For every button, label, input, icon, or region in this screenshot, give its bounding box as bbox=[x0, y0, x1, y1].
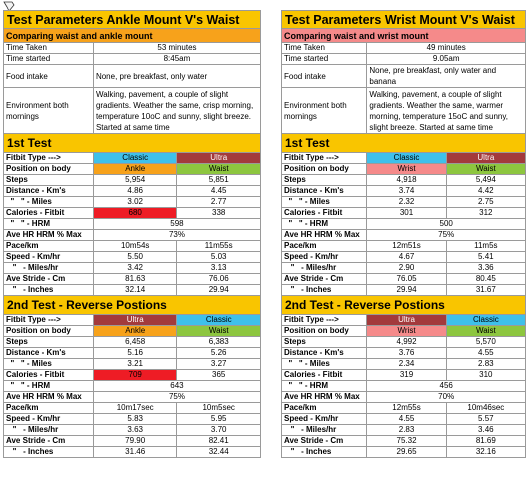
distance-km-a: 4.86 bbox=[94, 186, 178, 196]
row-label: Distance - Km's bbox=[282, 186, 367, 196]
ave-hr-row bbox=[4, 230, 261, 241]
position-b: Waist bbox=[177, 164, 261, 174]
calories-b: 365 bbox=[177, 370, 261, 380]
steps-row bbox=[282, 175, 526, 186]
row-label: Calories - Fitbit bbox=[282, 370, 367, 380]
time-started-row bbox=[282, 54, 526, 65]
row-label: " - Miles/hr bbox=[282, 425, 367, 435]
stride-inches-b: 31.67 bbox=[447, 285, 526, 295]
distance-miles-b: 3.27 bbox=[177, 359, 261, 369]
stride-inches-b: 29.94 bbox=[177, 285, 261, 295]
row-label: " " - Miles bbox=[282, 359, 367, 369]
speed-km-row bbox=[4, 252, 261, 263]
row-label: Speed - Km/hr bbox=[4, 414, 94, 424]
stride-inches-b: 32.44 bbox=[177, 447, 261, 457]
speed-km-b: 5.41 bbox=[447, 252, 526, 262]
row-label: " - Inches bbox=[282, 447, 367, 457]
position-row bbox=[282, 164, 526, 175]
hrm-row bbox=[4, 219, 261, 230]
time-taken-row bbox=[4, 43, 261, 54]
row-label: Pace/km bbox=[4, 241, 94, 251]
row-label: Position on body bbox=[282, 164, 367, 174]
position-b: Waist bbox=[447, 164, 526, 174]
food-intake-value: None, pre breakfast, only water and banana bbox=[367, 65, 526, 87]
speed-km-a: 4.67 bbox=[367, 252, 446, 262]
distance-km-b: 4.42 bbox=[447, 186, 526, 196]
speed-miles-row bbox=[4, 425, 261, 436]
position-a: Wrist bbox=[367, 326, 446, 336]
row-label: " " - Miles bbox=[282, 197, 367, 207]
stride-inches-row bbox=[4, 447, 261, 458]
row-label: Speed - Km/hr bbox=[282, 414, 367, 424]
ave-hr-value: 75% bbox=[367, 230, 526, 240]
panel-subtitle-text: Comparing waist and ankle mount bbox=[4, 29, 261, 42]
steps-a: 6,458 bbox=[94, 337, 178, 347]
speed-km-row bbox=[282, 252, 526, 263]
row-label: Distance - Km's bbox=[282, 348, 367, 358]
fitbit-type-b: Classic bbox=[177, 315, 261, 325]
hrm-value: 500 bbox=[367, 219, 526, 229]
fitbit-type-a: Ultra bbox=[367, 315, 446, 325]
row-label: " - Inches bbox=[4, 285, 94, 295]
distance-km-a: 3.76 bbox=[367, 348, 446, 358]
ave-hr-row bbox=[282, 392, 526, 403]
distance-km-a: 3.74 bbox=[367, 186, 446, 196]
speed-km-b: 5.95 bbox=[177, 414, 261, 424]
food-intake-row bbox=[4, 65, 261, 88]
distance-miles-a: 3.21 bbox=[94, 359, 178, 369]
row-label: " - Miles/hr bbox=[4, 263, 94, 273]
steps-b: 5,851 bbox=[177, 175, 261, 185]
test-heading-text: 2nd Test - Reverse Postions bbox=[4, 296, 261, 314]
fitbit-type-a: Classic bbox=[367, 153, 446, 163]
pace-a: 10m54s bbox=[94, 241, 178, 251]
distance-miles-row bbox=[282, 359, 526, 370]
row-label: Distance - Km's bbox=[4, 348, 94, 358]
stride-cm-row bbox=[4, 436, 261, 447]
distance-miles-b: 2.77 bbox=[177, 197, 261, 207]
fitbit-type-row bbox=[282, 315, 526, 326]
row-label: Fitbit Type ---> bbox=[282, 153, 367, 163]
panel-subtitle bbox=[4, 29, 261, 43]
pace-a: 10m17sec bbox=[94, 403, 178, 413]
row-label: Steps bbox=[4, 337, 94, 347]
distance-km-row bbox=[282, 348, 526, 359]
panel-title bbox=[4, 11, 261, 29]
position-row bbox=[4, 164, 261, 175]
row-label: Fitbit Type ---> bbox=[4, 153, 94, 163]
speed-km-b: 5.57 bbox=[447, 414, 526, 424]
calories-row bbox=[282, 208, 526, 219]
environment-row bbox=[4, 88, 261, 134]
row-label: Ave Stride - Cm bbox=[4, 436, 94, 446]
panel-subtitle bbox=[282, 29, 526, 43]
test-heading bbox=[4, 296, 261, 315]
fitbit-type-b: Classic bbox=[447, 315, 526, 325]
row-label: " - Inches bbox=[282, 285, 367, 295]
row-label: Speed - Km/hr bbox=[4, 252, 94, 262]
stride-cm-row bbox=[282, 436, 526, 447]
food-intake-row bbox=[282, 65, 526, 88]
time-started-value: 9.05am bbox=[367, 54, 526, 64]
hrm-row bbox=[282, 219, 526, 230]
position-row bbox=[282, 326, 526, 337]
distance-km-row bbox=[4, 348, 261, 359]
row-label: Ave HR HRM % Max bbox=[282, 392, 367, 402]
speed-miles-row bbox=[282, 263, 526, 274]
distance-km-b: 4.55 bbox=[447, 348, 526, 358]
panel-title bbox=[282, 11, 526, 29]
speed-miles-a: 3.42 bbox=[94, 263, 178, 273]
speed-km-a: 5.50 bbox=[94, 252, 178, 262]
environment-value: Walking, pavement, a couple of slight gradients. Weather the same, warmer morning, temperature 15oC and sunny, slight breeze. Started at same time bbox=[367, 88, 526, 133]
row-label: Speed - Km/hr bbox=[282, 252, 367, 262]
distance-miles-row bbox=[4, 359, 261, 370]
steps-b: 5,494 bbox=[447, 175, 526, 185]
speed-miles-b: 3.13 bbox=[177, 263, 261, 273]
hrm-value: 643 bbox=[94, 381, 261, 391]
speed-km-b: 5.03 bbox=[177, 252, 261, 262]
panel-subtitle-text: Comparing waist and wrist mount bbox=[282, 29, 526, 42]
time-started-value: 8:45am bbox=[94, 54, 261, 64]
distance-miles-b: 2.75 bbox=[447, 197, 526, 207]
distance-miles-row bbox=[4, 197, 261, 208]
row-label: Time started bbox=[282, 54, 367, 64]
speed-km-row bbox=[4, 414, 261, 425]
hrm-value: 598 bbox=[94, 219, 261, 229]
speed-km-a: 4.55 bbox=[367, 414, 446, 424]
test-heading-text: 2nd Test - Reverse Postions bbox=[282, 296, 526, 314]
speed-miles-a: 2.90 bbox=[367, 263, 446, 273]
row-label: Calories - Fitbit bbox=[282, 208, 367, 218]
speed-miles-a: 2.83 bbox=[367, 425, 446, 435]
stride-inches-a: 31.46 bbox=[94, 447, 178, 457]
steps-b: 5,570 bbox=[447, 337, 526, 347]
distance-km-b: 4.45 bbox=[177, 186, 261, 196]
test-heading bbox=[282, 134, 526, 153]
fitbit-type-a: Ultra bbox=[94, 315, 178, 325]
stride-inches-row bbox=[282, 447, 526, 458]
fitbit-type-b: Ultra bbox=[447, 153, 526, 163]
stride-inches-a: 29.65 bbox=[367, 447, 446, 457]
speed-miles-row bbox=[282, 425, 526, 436]
pace-a: 12m51s bbox=[367, 241, 446, 251]
distance-km-b: 5.26 bbox=[177, 348, 261, 358]
row-label: Steps bbox=[282, 337, 367, 347]
test-heading-text: 1st Test bbox=[282, 134, 526, 152]
distance-km-a: 5.16 bbox=[94, 348, 178, 358]
row-label: " " - Miles bbox=[4, 197, 94, 207]
row-label: " " - HRM bbox=[4, 219, 94, 229]
stride-cm-b: 82.41 bbox=[177, 436, 261, 446]
steps-b: 6,383 bbox=[177, 337, 261, 347]
distance-miles-a: 2.32 bbox=[367, 197, 446, 207]
row-label: Distance - Km's bbox=[4, 186, 94, 196]
ave-hr-row bbox=[282, 230, 526, 241]
row-label: Pace/km bbox=[282, 241, 367, 251]
time-taken-value: 53 minutes bbox=[94, 43, 261, 53]
distance-km-row bbox=[4, 186, 261, 197]
test-heading bbox=[4, 134, 261, 153]
speed-miles-b: 3.70 bbox=[177, 425, 261, 435]
calories-b: 338 bbox=[177, 208, 261, 218]
row-label: " " - HRM bbox=[4, 381, 94, 391]
calories-b: 310 bbox=[447, 370, 526, 380]
calories-row bbox=[4, 370, 261, 381]
calories-a: 680 bbox=[94, 208, 178, 218]
calories-a: 709 bbox=[94, 370, 178, 380]
pace-row bbox=[4, 403, 261, 414]
row-label: Ave HR HRM % Max bbox=[282, 230, 367, 240]
stride-inches-row bbox=[4, 285, 261, 296]
row-label: Pace/km bbox=[282, 403, 367, 413]
row-label: Ave Stride - Cm bbox=[4, 274, 94, 284]
row-label: Steps bbox=[282, 175, 367, 185]
row-label: Environment both mornings bbox=[4, 88, 94, 133]
row-label: Steps bbox=[4, 175, 94, 185]
pace-row bbox=[282, 403, 526, 414]
position-a: Wrist bbox=[367, 164, 446, 174]
stride-cm-row bbox=[282, 274, 526, 285]
distance-miles-a: 2.34 bbox=[367, 359, 446, 369]
environment-value: Walking, pavement, a couple of slight gradients. Weather the same, crisp morning, temperature 10oC and sunny, slight breeze. Started at same time bbox=[94, 88, 261, 133]
hrm-value: 456 bbox=[367, 381, 526, 391]
wrist-waist-table bbox=[281, 10, 526, 458]
stride-inches-row bbox=[282, 285, 526, 296]
row-label: Food intake bbox=[282, 65, 367, 87]
steps-row bbox=[4, 175, 261, 186]
row-label: Position on body bbox=[4, 164, 94, 174]
row-label: Time Taken bbox=[282, 43, 367, 53]
row-label: " - Miles/hr bbox=[282, 263, 367, 273]
stride-cm-row bbox=[4, 274, 261, 285]
row-label: Fitbit Type ---> bbox=[4, 315, 94, 325]
calories-row bbox=[282, 370, 526, 381]
calories-a: 319 bbox=[367, 370, 446, 380]
row-label: Calories - Fitbit bbox=[4, 370, 94, 380]
row-label: " - Miles/hr bbox=[4, 425, 94, 435]
row-label: Food intake bbox=[4, 65, 94, 87]
fitbit-type-row bbox=[4, 153, 261, 164]
stride-cm-a: 79.90 bbox=[94, 436, 178, 446]
speed-km-a: 5.83 bbox=[94, 414, 178, 424]
stride-cm-a: 81.63 bbox=[94, 274, 178, 284]
fitbit-type-a: Classic bbox=[94, 153, 178, 163]
row-label: Environment both mornings bbox=[282, 88, 367, 133]
stride-cm-b: 81.69 bbox=[447, 436, 526, 446]
ave-hr-value: 75% bbox=[94, 392, 261, 402]
speed-miles-b: 3.46 bbox=[447, 425, 526, 435]
stride-inches-a: 29.94 bbox=[367, 285, 446, 295]
time-taken-value: 49 minutes bbox=[367, 43, 526, 53]
stride-cm-a: 76.05 bbox=[367, 274, 446, 284]
food-intake-value: None, pre breakfast, only water bbox=[94, 65, 261, 87]
pace-row bbox=[282, 241, 526, 252]
speed-miles-row bbox=[4, 263, 261, 274]
row-label: " - Inches bbox=[4, 447, 94, 457]
steps-a: 4,992 bbox=[367, 337, 446, 347]
position-b: Waist bbox=[447, 326, 526, 336]
hrm-row bbox=[282, 381, 526, 392]
position-b: Waist bbox=[177, 326, 261, 336]
calories-b: 312 bbox=[447, 208, 526, 218]
position-row bbox=[4, 326, 261, 337]
speed-miles-b: 3.36 bbox=[447, 263, 526, 273]
ankle-waist-table bbox=[3, 10, 261, 458]
speed-km-row bbox=[282, 414, 526, 425]
position-a: Ankle bbox=[94, 164, 178, 174]
pace-a: 12m55s bbox=[367, 403, 446, 413]
stride-cm-a: 75.32 bbox=[367, 436, 446, 446]
steps-row bbox=[4, 337, 261, 348]
ave-hr-value: 70% bbox=[367, 392, 526, 402]
row-label: " " - HRM bbox=[282, 219, 367, 229]
pace-b: 10m46sec bbox=[447, 403, 526, 413]
fitbit-type-row bbox=[282, 153, 526, 164]
calories-row bbox=[4, 208, 261, 219]
pace-b: 11m5s bbox=[447, 241, 526, 251]
fitbit-type-b: Ultra bbox=[177, 153, 261, 163]
pace-b: 11m55s bbox=[177, 241, 261, 251]
position-a: Ankle bbox=[94, 326, 178, 336]
steps-a: 5,954 bbox=[94, 175, 178, 185]
pace-row bbox=[4, 241, 261, 252]
fitbit-type-row bbox=[4, 315, 261, 326]
distance-miles-a: 3.02 bbox=[94, 197, 178, 207]
stride-inches-b: 32.16 bbox=[447, 447, 526, 457]
row-label: Position on body bbox=[4, 326, 94, 336]
row-label: Ave Stride - Cm bbox=[282, 274, 367, 284]
stride-cm-b: 76.06 bbox=[177, 274, 261, 284]
time-taken-row bbox=[282, 43, 526, 54]
distance-km-row bbox=[282, 186, 526, 197]
steps-a: 4,918 bbox=[367, 175, 446, 185]
stride-cm-b: 80.45 bbox=[447, 274, 526, 284]
row-label: " " - HRM bbox=[282, 381, 367, 391]
row-label: Time Taken bbox=[4, 43, 94, 53]
calories-a: 301 bbox=[367, 208, 446, 218]
time-started-row bbox=[4, 54, 261, 65]
panel-title-text: Test Parameters Wrist Mount V's Waist bbox=[282, 11, 526, 28]
row-label: Calories - Fitbit bbox=[4, 208, 94, 218]
row-label: Position on body bbox=[282, 326, 367, 336]
row-label: Fitbit Type ---> bbox=[282, 315, 367, 325]
speed-miles-a: 3.63 bbox=[94, 425, 178, 435]
row-label: " " - Miles bbox=[4, 359, 94, 369]
row-label: Ave Stride - Cm bbox=[282, 436, 367, 446]
distance-miles-b: 2.83 bbox=[447, 359, 526, 369]
test-heading bbox=[282, 296, 526, 315]
row-label: Ave HR HRM % Max bbox=[4, 392, 94, 402]
test-heading-text: 1st Test bbox=[4, 134, 261, 152]
row-label: Ave HR HRM % Max bbox=[4, 230, 94, 240]
pace-b: 10m5sec bbox=[177, 403, 261, 413]
environment-row bbox=[282, 88, 526, 134]
panel-title-text: Test Parameters Ankle Mount V's Waist bbox=[4, 11, 261, 28]
row-label: Pace/km bbox=[4, 403, 94, 413]
hrm-row bbox=[4, 381, 261, 392]
steps-row bbox=[282, 337, 526, 348]
stride-inches-a: 32.14 bbox=[94, 285, 178, 295]
ave-hr-row bbox=[4, 392, 261, 403]
distance-miles-row bbox=[282, 197, 526, 208]
ave-hr-value: 73% bbox=[94, 230, 261, 240]
row-label: Time started bbox=[4, 54, 94, 64]
